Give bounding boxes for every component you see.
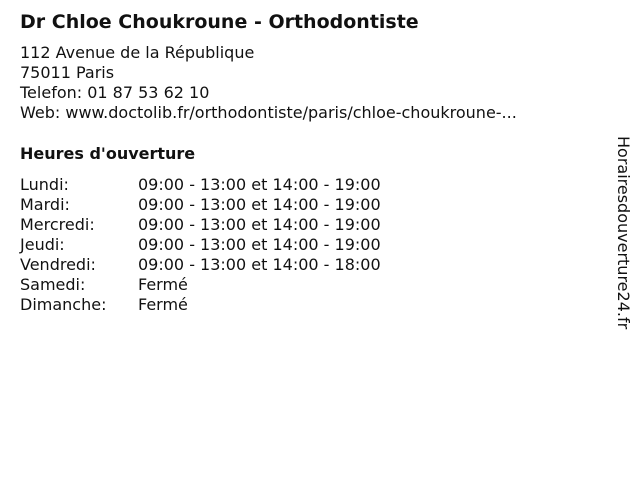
web-label: Web: — [20, 103, 61, 122]
day-label: Jeudi: — [20, 235, 65, 254]
phone-label: Telefon: — [20, 83, 83, 102]
hours-row-vendredi — [20, 255, 600, 275]
hours-row-dimanche — [20, 295, 600, 315]
site-watermark: Horairesdouverture24.fr — [614, 136, 633, 330]
day-label: Lundi: — [20, 175, 69, 194]
day-hours: 09:00 - 13:00 et 14:00 - 19:00 — [138, 175, 381, 194]
hours-row-samedi — [20, 275, 600, 295]
hours-row-mardi — [20, 195, 600, 215]
hours-row-jeudi — [20, 235, 600, 255]
web-link[interactable]: www.doctolib.fr/orthodontiste/paris/chloe-choukroune-... — [65, 103, 517, 122]
phone-number[interactable]: 01 87 53 62 10 — [87, 83, 210, 102]
opening-hours-table — [20, 175, 600, 315]
phone-line — [20, 83, 600, 103]
web-line — [20, 103, 600, 123]
day-hours: 09:00 - 13:00 et 14:00 - 19:00 — [138, 195, 381, 214]
business-card — [20, 9, 600, 315]
day-hours: 09:00 - 13:00 et 14:00 - 19:00 — [138, 235, 381, 254]
day-label: Dimanche: — [20, 295, 107, 314]
day-label: Mercredi: — [20, 215, 95, 234]
day-label: Mardi: — [20, 195, 70, 214]
hours-row-lundi — [20, 175, 600, 195]
address-city: 75011 Paris — [20, 63, 115, 82]
opening-hours-heading: Heures d'ouverture — [20, 144, 196, 163]
day-hours: 09:00 - 13:00 et 14:00 - 18:00 — [138, 255, 381, 274]
day-hours: 09:00 - 13:00 et 14:00 - 19:00 — [138, 215, 381, 234]
hours-row-mercredi — [20, 215, 600, 235]
business-name: Dr Chloe Choukroune - Orthodontiste — [20, 11, 419, 33]
day-label: Vendredi: — [20, 255, 96, 274]
day-hours: Fermé — [138, 295, 188, 314]
address-street: 112 Avenue de la République — [20, 43, 255, 62]
day-label: Samedi: — [20, 275, 86, 294]
day-hours: Fermé — [138, 275, 188, 294]
